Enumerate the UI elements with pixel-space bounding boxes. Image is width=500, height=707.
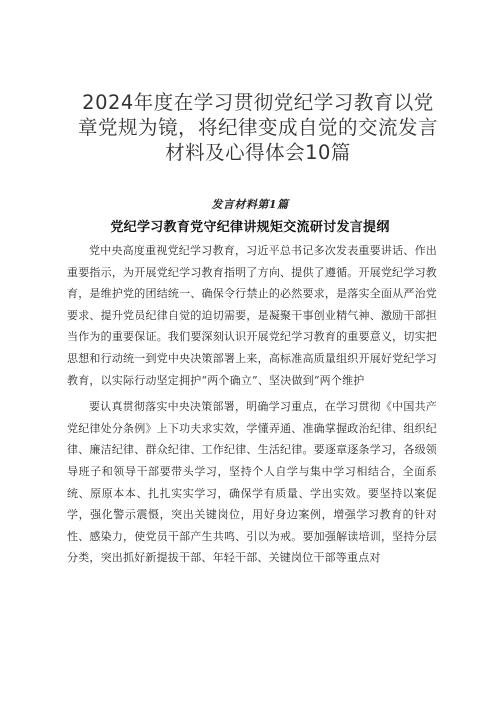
body-paragraph: 要认真贯彻落实中央决策部署，明确学习重点，在学习贯彻《中国共产党纪律处分条例》上下功夫求实效，学懂弄通、准确掌握政治纪律、组织纪律、廉洁纪律、群众纪律、工作纪律、生活纪律。要逐章逐条学习，各级领导班子和领导干部要带头学习，坚持个人自学与集中学习相结合，全面系统、原原本本、扎扎实实学习，确保学有质量、学出实效。要坚持以案促学，强化警示震慑，突出关键岗位，用好身边案例，增强学习教育的针对性、感染力，使党员干部产生共鸣、引以为戒。要加强解读培训，坚持分层分类，突出抓好新提拔干部、年轻干部、关键岗位干部等重点对 [67, 400, 437, 565]
document-body [67, 240, 437, 569]
section-label: 发言材料第1篇 [211, 198, 289, 211]
body-paragraph: 党中央高度重视党纪学习教育，习近平总书记多次发表重要讲话、作出重要指示，为开展党纪学习教育指明了方向、提供了遵循。开展党纪学习教育，是维护党的团结统一、确保令行禁止的必然要求，是落实全面从严治党要求、提升党员纪律自觉的迫切需要，是凝聚干事创业精气神、激励干部担当作为的重要保证。我们要深刻认识开展党纪学习教育的重要意义，切实把思想和行动统一到党中央决策部署上来，高标准高质量组织开展好党纪学习教育，以实际行动坚定拥护“两个确立”、坚决做到“两个维护 [67, 244, 437, 387]
document-title: 2024年度在学习贯彻党纪学习教育以党章党规为镜，将纪律变成自觉的交流发言材料及心得体会10篇 [78, 91, 439, 164]
section-heading: 党纪学习教育党守纪律讲规矩交流研讨发言提纲 [110, 220, 390, 235]
